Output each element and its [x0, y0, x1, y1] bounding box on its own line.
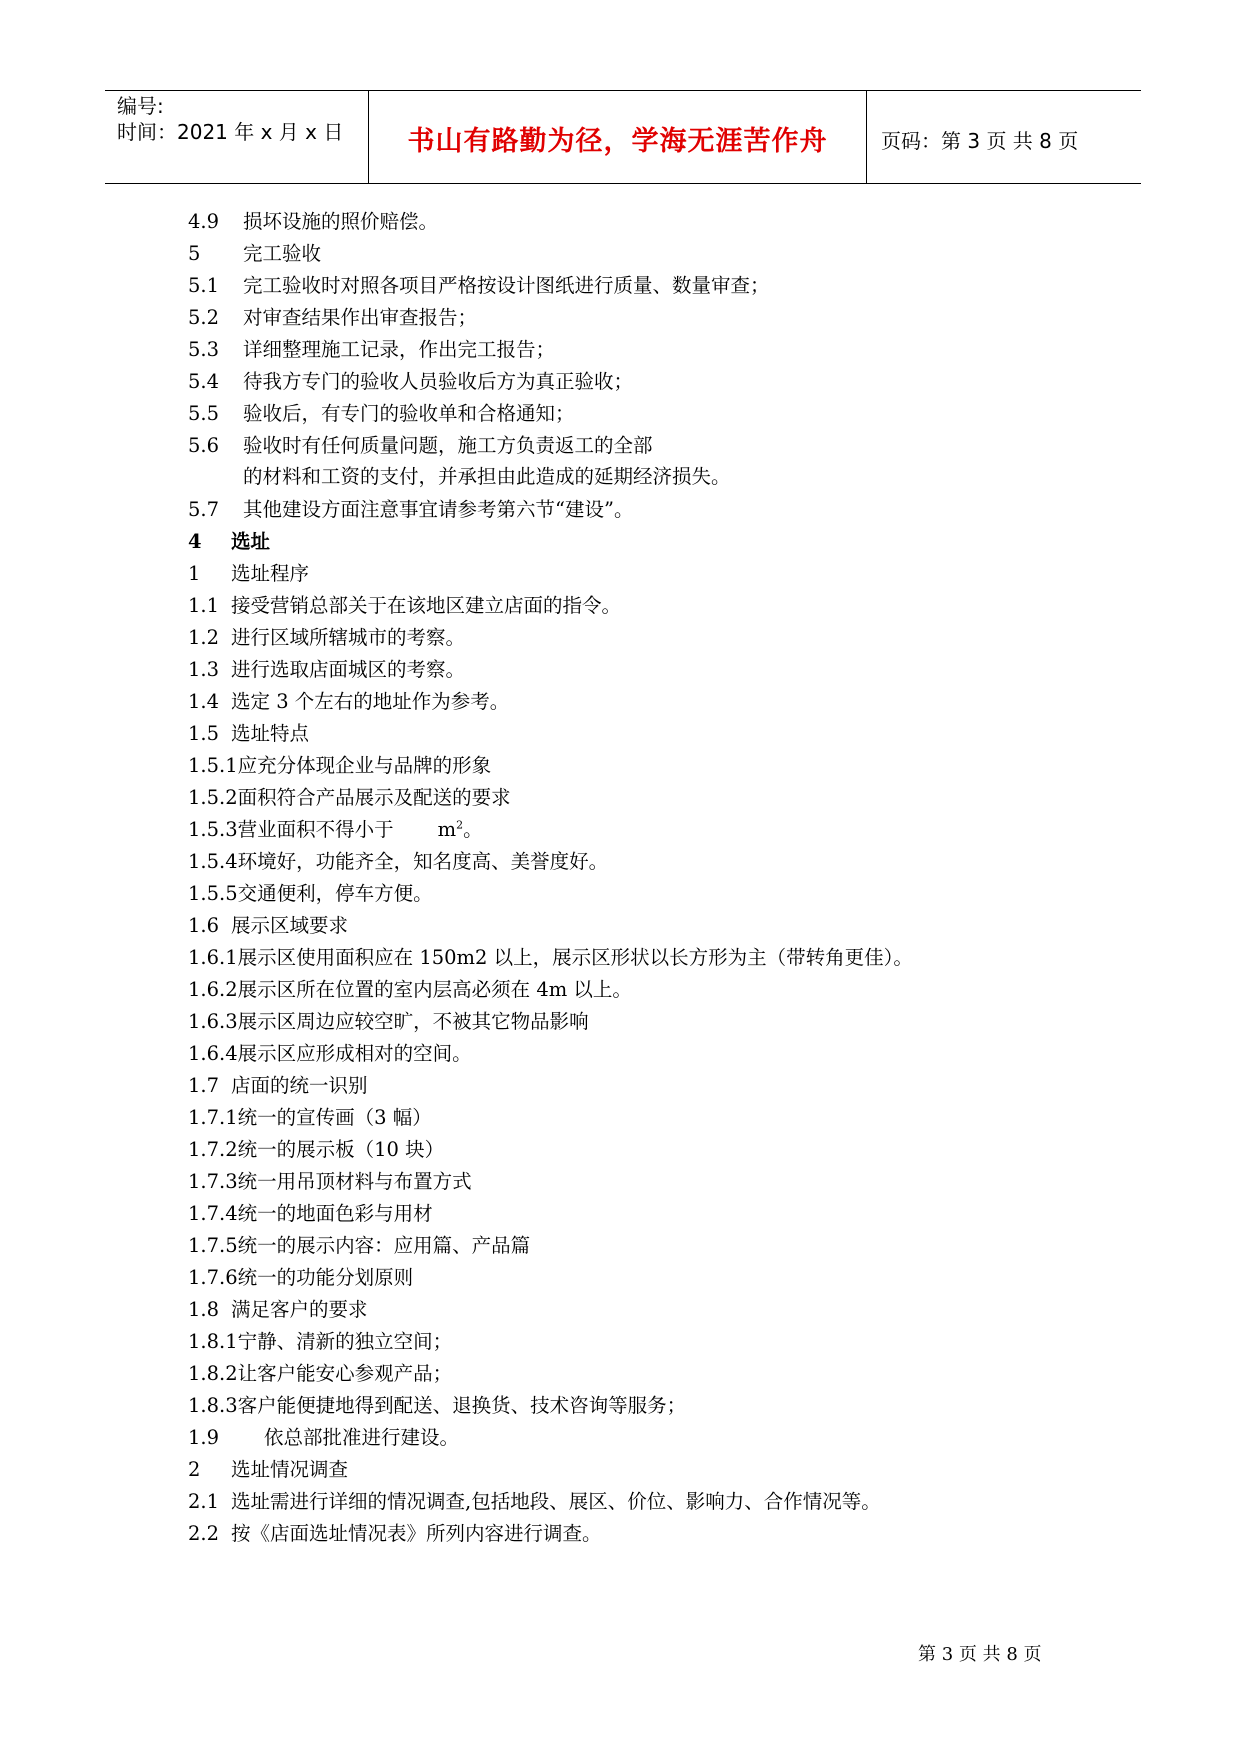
list-item: 1.6.2展示区所在位置的室内层高必须在 4m 以上。 — [188, 978, 632, 1001]
area-unit: m — [437, 818, 457, 841]
list-item: 1.5 选址特点 — [188, 722, 310, 745]
list-item: 1.3 进行选取店面城区的考察。 — [188, 658, 466, 681]
list-item: 1.8 满足客户的要求 — [188, 1298, 368, 1321]
list-item: 1.8.3客户能便捷地得到配送、退换货、技术咨询等服务； — [188, 1394, 687, 1417]
list-item: 1.5.1应充分体现企业与品牌的形象 — [188, 754, 492, 777]
list-item: 1.7 店面的统一识别 — [188, 1074, 368, 1097]
header-motto: 书山有路勤为径，学海无涯苦作舟 — [407, 126, 828, 157]
list-item: 1.6.1展示区使用面积应在 150m2 以上，展示区形状以长方形为主（带转角更佳）。 — [188, 946, 913, 969]
list-item: 1.7.5统一的展示内容：应用篇、产品篇 — [188, 1234, 531, 1257]
list-item: 1.1 接受营销总部关于在该地区建立店面的指令。 — [188, 594, 622, 617]
page-header — [105, 90, 1141, 184]
list-item: 1.9 依总部批准进行建设。 — [188, 1426, 460, 1449]
list-item: 1.5.4环境好，功能齐全，知名度高、美誉度好。 — [188, 850, 609, 873]
page-footer: 第 3 页 共 8 页 — [918, 1644, 1042, 1665]
header-page-info: 页码：第 3 页 共 8 页 — [881, 129, 1079, 153]
list-item: 1.7.1统一的宣传画（3 幅） — [188, 1106, 432, 1129]
list-item: 2 选址情况调查 — [188, 1458, 349, 1481]
list-item: 1.4 选定 3 个左右的地址作为参考。 — [188, 690, 510, 713]
list-item: 1 选址程序 — [188, 562, 310, 585]
list-item: 5.1 完工验收时对照各项目严格按设计图纸进行质量、数量审查； — [188, 274, 770, 297]
list-item: 1.7.2统一的展示板（10 块） — [188, 1138, 445, 1161]
section-heading: 4 选址 — [188, 530, 271, 553]
list-item: 1.6.4展示区应形成相对的空间。 — [188, 1042, 472, 1065]
list-item: 1.7.3统一用吊顶材料与布置方式 — [188, 1170, 472, 1193]
list-item-continuation: 的材料和工资的支付，并承担由此造成的延期经济损失。 — [243, 465, 731, 488]
list-item: 1.5.5交通便利，停车方便。 — [188, 882, 433, 905]
list-item: 5 完工验收 — [188, 242, 322, 265]
header-mid-cell — [369, 91, 867, 183]
list-item: 1.8.1宁静、清新的独立空间； — [188, 1330, 453, 1353]
list-item: 1.8.2让客户能安心参观产品； — [188, 1362, 453, 1385]
list-item: 1.2 进行区域所辖城市的考察。 — [188, 626, 466, 649]
list-item: 1.7.4统一的地面色彩与用材 — [188, 1202, 433, 1225]
list-item: 5.5 验收后，有专门的验收单和合格通知； — [188, 402, 575, 425]
list-item: 5.3 详细整理施工记录，作出完工报告； — [188, 338, 556, 361]
time-label: 时间：2021 年 x 月 x 日 — [117, 120, 344, 144]
serial-label: 编号: — [117, 94, 164, 118]
header-right-cell — [867, 91, 1141, 183]
list-item: 1.6 展示区域要求 — [188, 914, 349, 937]
list-item: 1.6.3展示区周边应较空旷，不被其它物品影响 — [188, 1010, 589, 1033]
list-item: 4.9 损坏设施的照价赔偿。 — [188, 210, 439, 233]
list-item: 1.7.6统一的功能分划原则 — [188, 1266, 414, 1289]
list-item: 1.5.2面积符合产品展示及配送的要求 — [188, 786, 511, 809]
list-item: 5.2 对审查结果作出审查报告； — [188, 306, 478, 329]
list-item: 2.2 按《店面选址情况表》所列内容进行调查。 — [188, 1522, 602, 1545]
list-item: 2.1 选址需进行详细的情况调查,包括地段、展区、价位、影响力、合作情况等。 — [188, 1490, 881, 1513]
area-unit-exponent: 2 — [456, 818, 464, 832]
list-item: 1.5.3营业面积不得小于 $m^2$。 — [188, 818, 483, 841]
list-item: 5.6 验收时有任何质量问题，施工方负责返工的全部 — [188, 434, 653, 457]
list-item: 5.4 待我方专门的验收人员验收后方为真正验收； — [188, 370, 634, 393]
header-left-cell — [105, 91, 369, 183]
list-item: 5.7 其他建设方面注意事宜请参考第六节“建设”。 — [188, 498, 634, 521]
